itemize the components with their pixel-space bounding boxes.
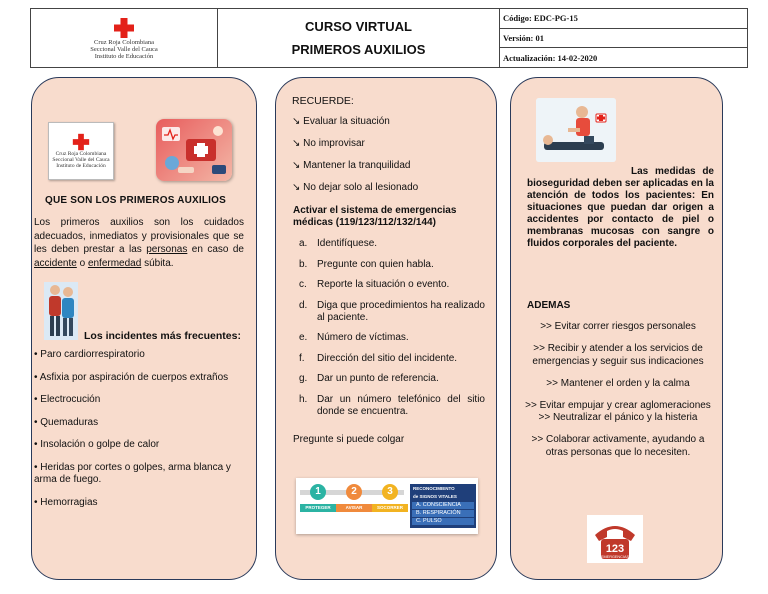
link-accidente[interactable]: accidente: [34, 257, 77, 269]
section-heading: QUE SON LOS PRIMEROS AUXILIOS: [45, 195, 227, 206]
header-title: [218, 9, 500, 67]
document-header: [30, 8, 748, 68]
list-item: d. Diga que procedimientos ha realizado al paciente.: [299, 299, 485, 323]
step-number: 3: [382, 484, 398, 500]
list-item: • Hemorragias: [34, 496, 98, 508]
closing-note: Pregunte si puede colgar: [293, 434, 405, 445]
org-section: Seccional Valle del Cauca: [52, 157, 110, 163]
step-label: AVISAR: [336, 504, 372, 512]
list-item: • Asfixia por aspiración de cuerpos extraños: [34, 371, 229, 383]
incidents-heading: Los incidentes más frecuentes:: [84, 330, 241, 342]
org-section: Seccional Valle del Cauca: [90, 45, 158, 53]
list-item: ↘ No improvisar: [292, 138, 365, 149]
biosecurity-text: Las medidas de bioseguridad deben ser aplicadas en la atención de todos los pacientes: En situaciones que puedan dar origen a accidentes por contacto de piel o membranas mucosas con sangre o fluidos corporales del paciente.: [527, 166, 714, 249]
list-item: g. Dar un punto de referencia.: [299, 373, 439, 384]
cpr-illustration: [536, 98, 616, 162]
ademas-heading: ADEMAS: [527, 300, 571, 311]
emergency-call-steps: [293, 238, 485, 426]
para-text: Los primeros auxilios son los cuidados adecuados, inmediatos y provisionales que se les deben prestar a las: [34, 217, 244, 255]
header-meta: [500, 9, 747, 67]
list-item: e. Número de víctimas.: [299, 332, 409, 343]
vital-item: B. RESPIRACIÓN: [412, 510, 474, 517]
list-item: >> Recibir y atender a los servicios de emergencias y seguir sus indicaciones: [532, 343, 704, 367]
first-aid-kit-illustration: [156, 119, 232, 181]
first-aid-definition: [34, 216, 244, 270]
panel-first-aid: [31, 77, 257, 580]
emergency-phone-icon: [587, 515, 643, 563]
red-cross-logo: [48, 122, 114, 180]
list-item: ↘ No dejar solo al lesionado: [292, 182, 419, 193]
incidents-list: [34, 349, 252, 519]
panel-biosecurity: [510, 77, 723, 580]
list-item: • Electrocución: [34, 394, 101, 405]
vital-signs-box: [410, 484, 476, 528]
list-item: ↘ Evaluar la situación: [292, 116, 390, 127]
list-item: >> Evitar empujar y crear aglomeraciones >> Neutralizar el pánico y la histeria: [525, 399, 711, 423]
vitals-subtitle: de SIGNOS VITALES: [413, 493, 457, 499]
red-cross-icon: [72, 133, 90, 151]
list-item: a. Identifíquese.: [299, 238, 378, 249]
vitals-title: RECONOCIMIENTO: [413, 486, 455, 491]
link-enfermedad[interactable]: enfermedad: [87, 257, 142, 269]
list-item: • Paro cardiorrespiratorio: [34, 349, 145, 360]
title-line2: PRIMEROS AUXILIOS: [291, 42, 426, 57]
vital-item: C. PULSO: [412, 518, 474, 525]
activate-emergency-heading: Activar el sistema de emergencias médicas (119/123/112/132/144): [293, 205, 457, 228]
list-item: >> Mantener el orden y la calma: [546, 377, 690, 389]
ademas-list: [523, 321, 713, 469]
list-item: h. Dar un número telefónico del sitio donde se encuentra.: [299, 393, 485, 417]
doc-version: Versión: 01: [500, 29, 747, 49]
org-institute: Instituto de Educación: [56, 163, 106, 169]
doc-update: Actualización: 14-02-2020: [503, 52, 598, 63]
link-personas[interactable]: personas: [146, 244, 188, 255]
step-number: 1: [310, 484, 326, 500]
title-line1: CURSO VIRTUAL: [305, 19, 412, 34]
step-number: 2: [346, 484, 362, 500]
step-label: SOCORRER: [372, 504, 408, 512]
vital-item: A. CONSCIENCIA: [412, 502, 474, 509]
list-item: • Insolación o golpe de calor: [34, 439, 160, 450]
list-item: >> Colaborar activamente, ayudando a otras personas que lo necesiten.: [531, 434, 705, 458]
list-item: >> Evitar correr riesgos personales: [540, 321, 696, 332]
step-label: PROTEGER: [300, 504, 336, 512]
para-text: súbita.: [141, 257, 174, 269]
reminders-list: [292, 116, 418, 204]
org-name: Cruz Roja Colombiana: [55, 151, 107, 157]
phone-number: 123: [605, 543, 625, 555]
list-item: b. Pregunte con quien habla.: [299, 258, 434, 270]
list-item: • Heridas por cortes o golpes, arma blanca y arma de fuego.: [34, 461, 231, 485]
list-item: f. Dirección del sitio del incidente.: [299, 352, 458, 364]
red-cross-icon: [113, 17, 135, 39]
remember-heading: RECUERDE:: [292, 95, 354, 107]
doc-code: Código: EDC-PG-15: [500, 9, 747, 29]
list-item: ↘ Mantener la tranquilidad: [292, 160, 411, 171]
panel-remember: [275, 77, 497, 580]
list-item: c. Reporte la situación o evento.: [299, 279, 450, 290]
phone-caption: EMERGENCIAS: [600, 555, 630, 559]
para-text: o: [76, 257, 88, 269]
org-name: Cruz Roja Colombiana: [94, 38, 154, 46]
list-item: • Quemaduras: [34, 416, 99, 428]
para-text: en caso de: [187, 244, 244, 255]
org-institute: Instituto de Educación: [94, 52, 154, 60]
injured-person-illustration: [44, 276, 78, 340]
pas-steps-graphic: [296, 478, 478, 534]
header-logo: [31, 9, 218, 67]
